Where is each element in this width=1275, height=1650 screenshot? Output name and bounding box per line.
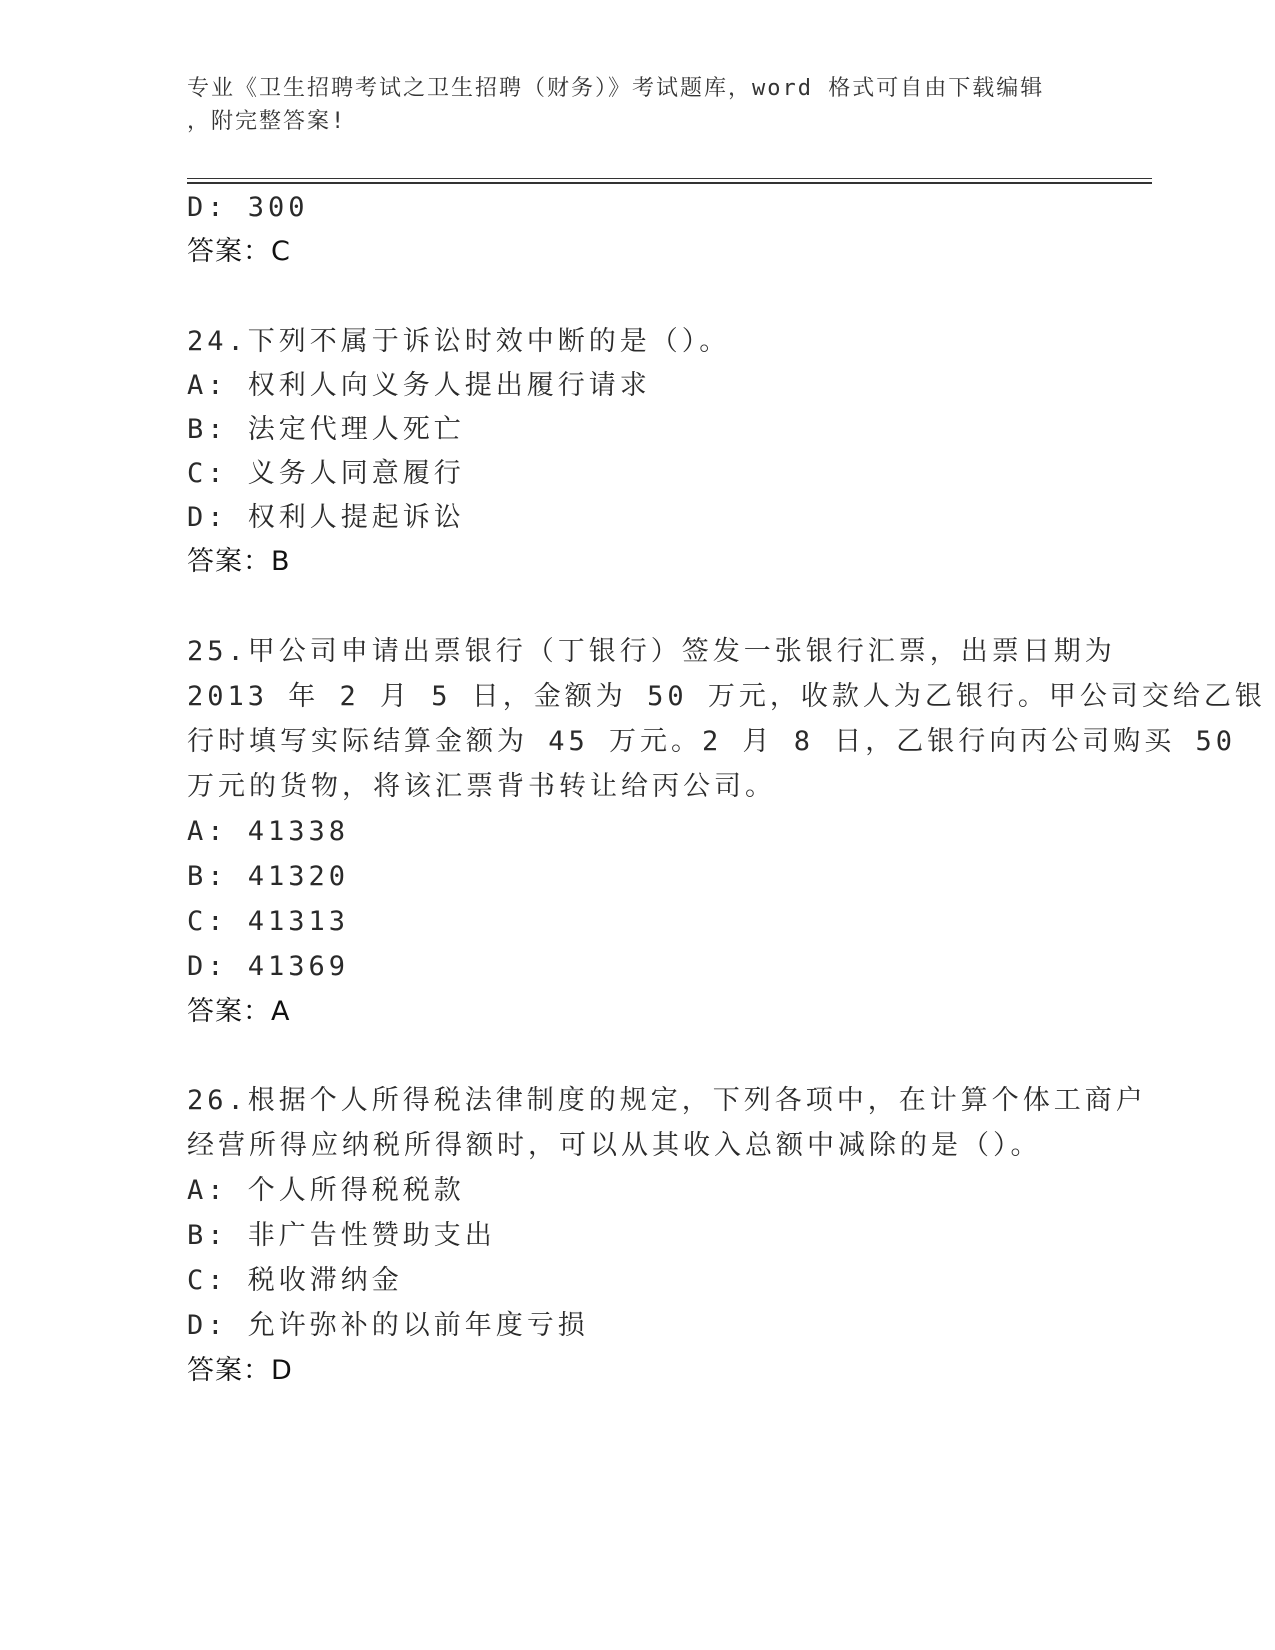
q25-option-c: C: 41313 [187,906,350,937]
q25-answer: 答案：A [187,996,291,1027]
header-divider-thin [187,178,1152,179]
q26-option-c: C: 税收滞纳金 [187,1265,403,1296]
q24-option-c: C: 义务人同意履行 [187,458,465,489]
q26-answer: 答案：D [187,1355,293,1386]
header-line-1: 专业《卫生招聘考试之卫生招聘（财务）》考试题库，word 格式可自由下载编辑 [187,76,1045,101]
q25-option-a: A: 41338 [187,816,350,847]
q26-option-a: A: 个人所得税税款 [187,1175,465,1206]
q24-option-d: D: 权利人提起诉讼 [187,502,465,533]
document-header [187,72,1067,138]
q24-option-b: B: 法定代理人死亡 [187,414,465,445]
q23-option-d: D: 300 [187,192,309,223]
q25-option-b: B: 41320 [187,861,350,892]
q26-option-d: D: 允许弥补的以前年度亏损 [187,1310,589,1341]
q25-option-d: D: 41369 [187,951,350,982]
q26-question-line-2: 经营所得应纳税所得额时，可以从其收入总额中减除的是（）。 [187,1130,1042,1161]
header-line-2: ，附完整答案! [187,109,347,134]
q25-question-line-2: 2013 年 2 月 5 日，金额为 50 万元，收款人为乙银行。甲公司交给乙银 [187,681,1266,712]
q24-question: 24.下列不属于诉讼时效中断的是（）。 [187,326,731,357]
q25-question-line-4: 万元的货物，将该汇票背书转让给丙公司。 [187,771,776,802]
q26-question-line-1: 26.根据个人所得税法律制度的规定，下列各项中，在计算个体工商户 [187,1085,1147,1116]
q25-question-line-1: 25.甲公司申请出票银行（丁银行）签发一张银行汇票，出票日期为 [187,636,1116,667]
q23-answer: 答案：C [187,236,291,267]
header-divider-thick [187,182,1152,184]
q26-option-b: B: 非广告性赞助支出 [187,1220,496,1251]
q25-question-line-3: 行时填写实际结算金额为 45 万元。2 月 8 日，乙银行向丙公司购买 50 [187,726,1237,757]
q24-answer: 答案：B [187,546,291,577]
q24-option-a: A: 权利人向义务人提出履行请求 [187,370,651,401]
